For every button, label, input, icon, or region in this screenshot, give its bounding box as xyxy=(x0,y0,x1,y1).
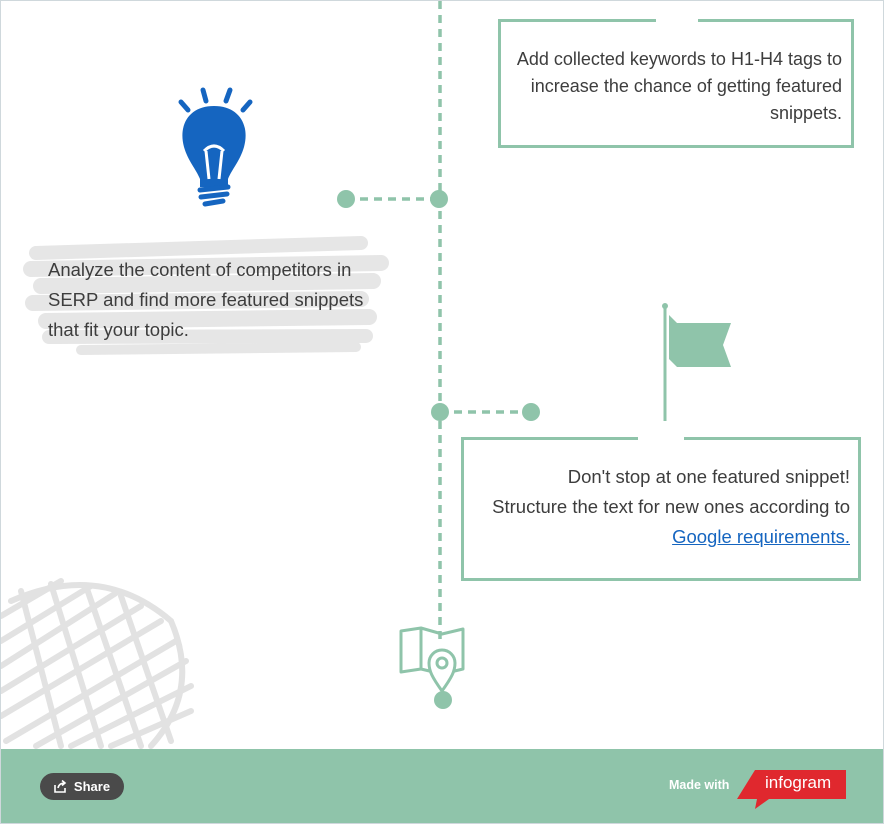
google-requirements-link[interactable]: Google requirements. xyxy=(672,526,850,547)
box-gap xyxy=(656,19,698,22)
timeline-end-dot xyxy=(434,691,452,709)
timeline-dot xyxy=(431,403,449,421)
map-pin-icon xyxy=(401,628,463,691)
share-label: Share xyxy=(73,779,111,794)
lightbulb-icon xyxy=(181,90,250,204)
step-text-add-keywords: Add collected keywords to H1-H4 tags to increase the chance of getting featured snippets. xyxy=(516,49,842,123)
box-gap xyxy=(638,437,684,440)
scribble-circle-decoration xyxy=(1,581,191,746)
made-with-label: Made with xyxy=(669,778,730,792)
connector-dot xyxy=(522,403,540,421)
step-text-analyze: Analyze the content of competitors in SERP and find more featured snippets that fit your topic. xyxy=(48,259,364,340)
share-button[interactable] xyxy=(40,773,124,800)
timeline-dot xyxy=(430,190,448,208)
step-text-dont-stop-line2: Structure the text for new ones according to xyxy=(492,496,850,517)
step-box-add-keywords xyxy=(498,19,854,148)
flag-icon xyxy=(662,303,731,421)
infogram-brand: infogram xyxy=(765,773,832,792)
share-icon xyxy=(54,780,68,793)
step-box-dont-stop xyxy=(461,437,861,581)
step-text-dont-stop-line1: Don't stop at one featured snippet! xyxy=(567,466,850,487)
connector-dot xyxy=(337,190,355,208)
